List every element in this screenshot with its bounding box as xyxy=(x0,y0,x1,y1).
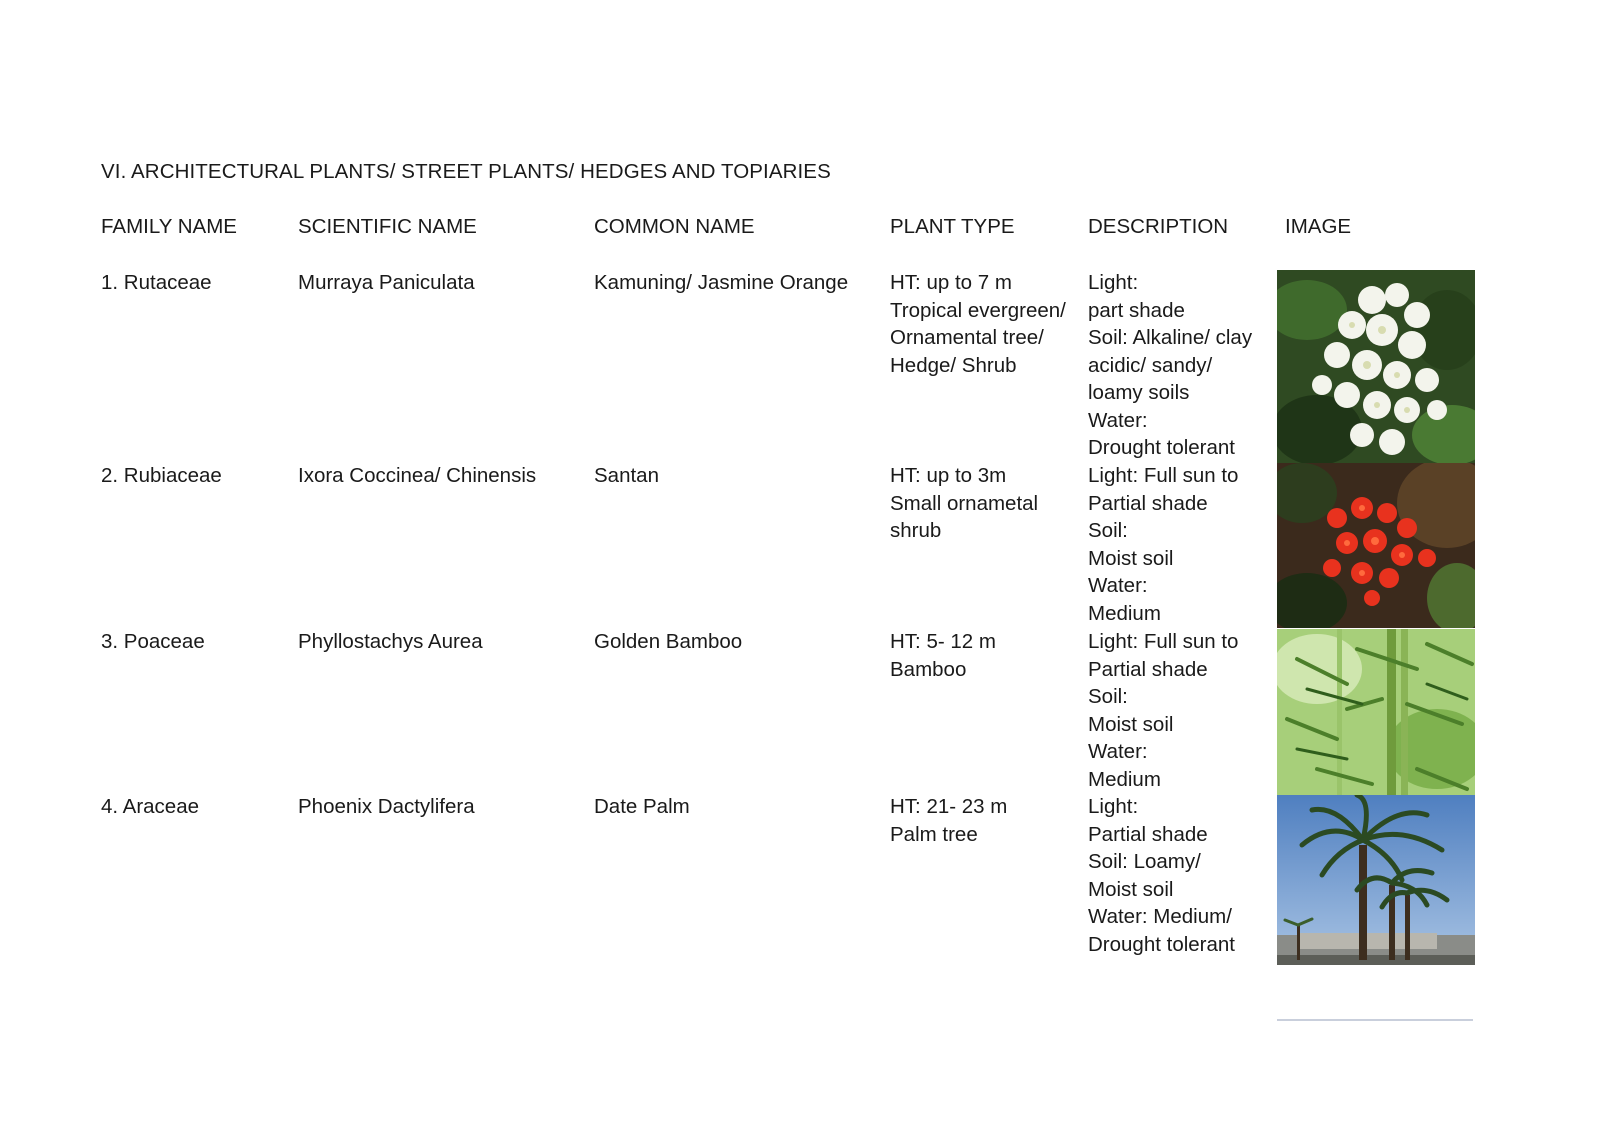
row-1-desc-line: Water: xyxy=(1088,408,1148,432)
row-1-type-line: Hedge/ Shrub xyxy=(890,353,1017,377)
row-2-type-line: Small ornametal xyxy=(890,491,1039,515)
row-4-desc-line: Soil: Loamy/ xyxy=(1088,850,1201,873)
header-image: IMAGE xyxy=(1285,215,1352,238)
row-1-desc-line: Drought tolerant xyxy=(1088,436,1236,459)
row-4-desc-line: Partial shade xyxy=(1088,822,1208,846)
row-1-family: 1. Rutaceae xyxy=(101,271,212,294)
row-1-desc-line: acidic/ sandy/ xyxy=(1088,353,1213,377)
row-2-family: 2. Rubiaceae xyxy=(101,464,222,487)
row-2-desc-line: Soil: xyxy=(1088,519,1128,542)
header-plant-type: PLANT TYPE xyxy=(890,215,1015,238)
row-3-type-line: Bamboo xyxy=(890,657,967,681)
row-2-desc-line: Partial shade xyxy=(1088,491,1208,515)
row-1-desc-line: Light: xyxy=(1088,271,1139,294)
row-4-common: Date Palm xyxy=(594,795,690,818)
row-4-desc-line: Water: Medium/ xyxy=(1088,905,1232,928)
row-3-desc-line: Partial shade xyxy=(1088,657,1208,681)
row-3-family: 3. Poaceae xyxy=(101,630,205,653)
row-3-desc-line: Soil: xyxy=(1088,685,1128,708)
header-family-name: FAMILY NAME xyxy=(101,215,237,238)
row-1-description xyxy=(1088,269,1252,462)
row-4-desc-line: Drought tolerant xyxy=(1088,932,1236,956)
header-common-name: COMMON NAME xyxy=(594,215,755,238)
row-4-description xyxy=(1088,793,1235,958)
page-title: VI. ARCHITECTURAL PLANTS/ STREET PLANTS/ HEDGES AND TOPIARIES xyxy=(101,160,831,183)
page-divider xyxy=(1277,1019,1473,1021)
row-1-desc-line: part shade xyxy=(1088,298,1185,322)
row-3-description xyxy=(1088,628,1238,793)
date-palm-image xyxy=(1277,795,1475,965)
row-3-desc-line: Medium xyxy=(1088,767,1161,791)
row-1-plant-type xyxy=(890,269,1066,379)
row-3-scientific: Phyllostachys Aurea xyxy=(298,630,483,653)
row-1-type-line: HT: up to 7 m xyxy=(890,271,1012,294)
row-2-common: Santan xyxy=(594,464,659,487)
row-2-scientific: Ixora Coccinea/ Chinensis xyxy=(298,464,537,487)
white-jasmine-image xyxy=(1277,270,1475,463)
row-1-common: Kamuning/ Jasmine Orange xyxy=(594,271,849,294)
row-1-type-line: Tropical evergreen/ xyxy=(890,298,1066,322)
row-2-description xyxy=(1088,462,1238,627)
row-1-type-line: Ornamental tree/ xyxy=(890,326,1044,349)
row-4-type-line: HT: 21- 23 m xyxy=(890,795,1008,818)
row-3-desc-line: Moist soil xyxy=(1088,712,1174,736)
row-2-desc-line: Moist soil xyxy=(1088,546,1174,570)
header-description: DESCRIPTION xyxy=(1088,215,1229,238)
row-3-common: Golden Bamboo xyxy=(594,630,743,653)
row-2-desc-line: Water: xyxy=(1088,574,1148,597)
row-3-type-line: HT: 5- 12 m xyxy=(890,630,996,653)
header-scientific-name: SCIENTIFIC NAME xyxy=(298,215,477,238)
row-4-type-line: Palm tree xyxy=(890,822,978,846)
row-4-desc-line: Moist soil xyxy=(1088,877,1174,901)
row-3-desc-line: Water: xyxy=(1088,740,1148,763)
row-2-desc-line: Light: Full sun to xyxy=(1088,464,1239,487)
row-2-type-line: HT: up to 3m xyxy=(890,464,1007,487)
row-2-plant-type xyxy=(890,462,1038,545)
row-2-type-line: shrub xyxy=(890,519,942,542)
red-ixora-image xyxy=(1277,463,1475,628)
row-4-scientific: Phoenix Dactylifera xyxy=(298,795,475,818)
row-3-desc-line: Light: Full sun to xyxy=(1088,630,1239,653)
row-1-desc-line: loamy soils xyxy=(1088,381,1190,404)
row-4-family: 4. Araceae xyxy=(101,795,200,818)
golden-bamboo-image xyxy=(1277,629,1475,795)
row-1-scientific: Murraya Paniculata xyxy=(298,271,475,294)
row-2-desc-line: Medium xyxy=(1088,601,1161,625)
row-4-desc-line: Light: xyxy=(1088,795,1139,818)
row-3-plant-type xyxy=(890,628,996,683)
row-4-plant-type xyxy=(890,793,1007,848)
row-1-desc-line: Soil: Alkaline/ clay xyxy=(1088,326,1253,349)
